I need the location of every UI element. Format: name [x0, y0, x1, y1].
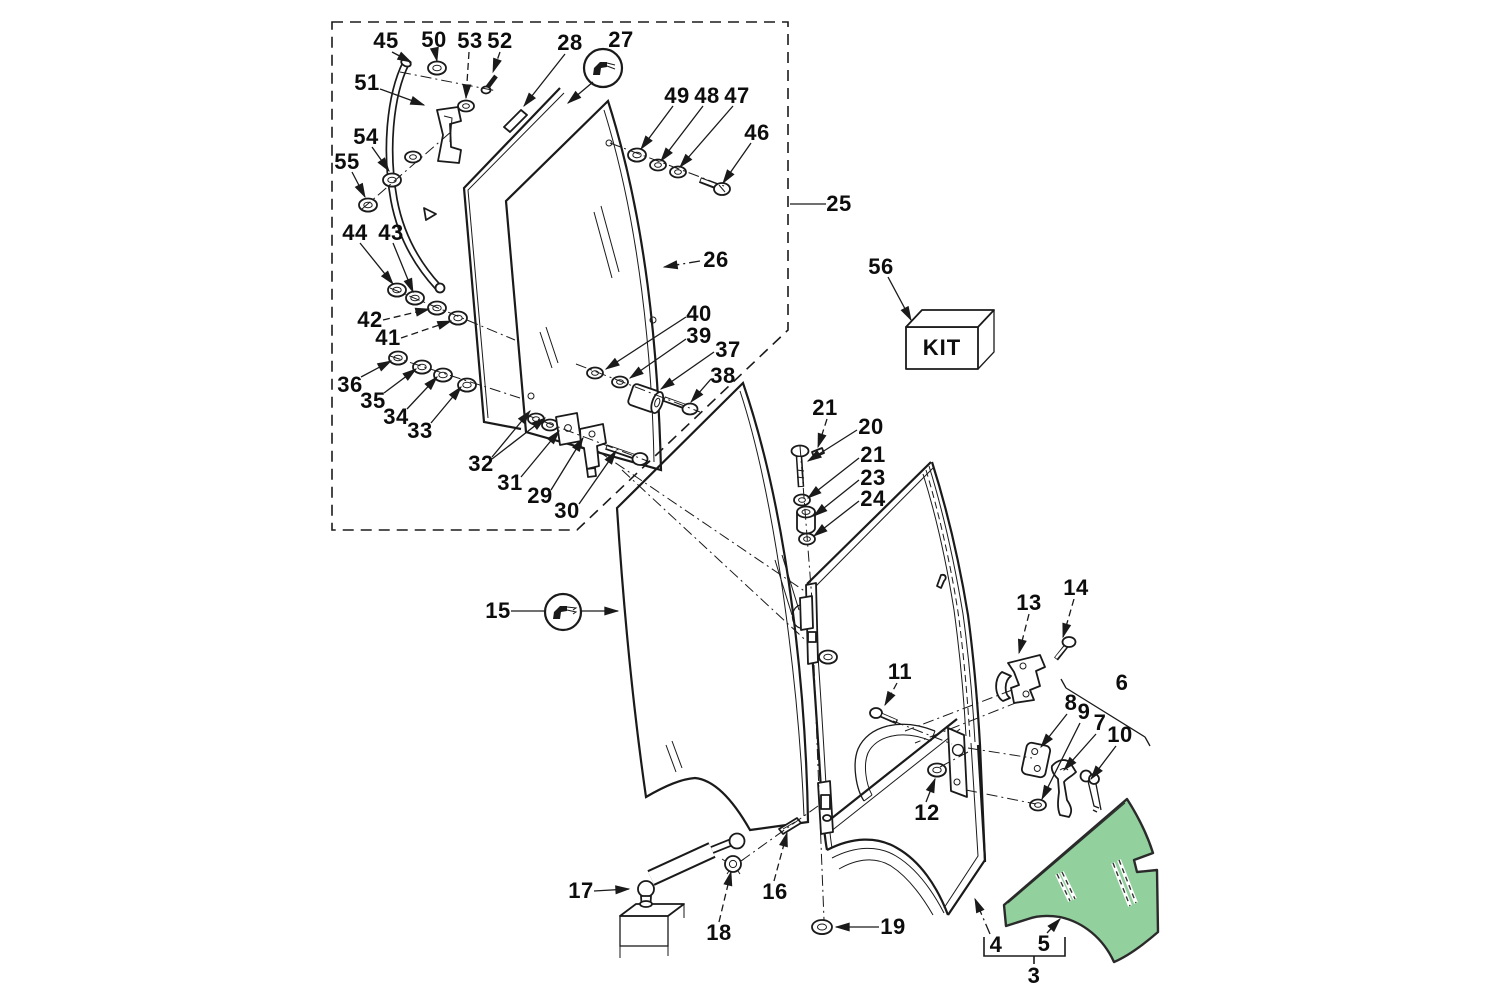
- callout-11: 11: [887, 659, 913, 684]
- callout-30: 30: [554, 498, 580, 523]
- nut-33: [458, 379, 476, 393]
- callout-16: 16: [762, 879, 788, 904]
- bushing-23: [797, 507, 815, 534]
- callout-8: 8: [1064, 690, 1078, 715]
- callout-20: 20: [858, 414, 884, 439]
- kit-box-label: KIT: [922, 335, 962, 360]
- keys-10: [1081, 771, 1102, 813]
- nut-50: [428, 62, 446, 76]
- sealant-gun-icon: [584, 49, 622, 87]
- callout-32: 32: [468, 451, 494, 476]
- callout-19: 19: [880, 914, 906, 939]
- callout-52: 52: [487, 28, 513, 53]
- callout-45: 45: [373, 28, 399, 53]
- callout-4: 4: [989, 932, 1003, 957]
- plate-31: [556, 413, 581, 445]
- callout-42: 42: [357, 307, 383, 332]
- nut-44: [388, 284, 406, 298]
- window-seal-28: [464, 88, 564, 429]
- callout-29: 29: [527, 483, 553, 508]
- callout-26: 26: [703, 247, 729, 272]
- callout-44: 44: [342, 220, 368, 245]
- nut-34: [434, 369, 452, 383]
- callout-55: 55: [334, 149, 360, 174]
- callout-56: 56: [868, 254, 894, 279]
- callout-14: 14: [1063, 575, 1089, 600]
- nut-18: [722, 856, 744, 874]
- nut-54: [383, 174, 401, 188]
- callout-6: 6: [1115, 670, 1129, 695]
- callout-9: 9: [1077, 699, 1091, 724]
- callout-39: 39: [686, 323, 712, 348]
- callout-35: 35: [360, 388, 386, 413]
- washer-32b: [542, 420, 558, 431]
- washer-9: [1030, 800, 1046, 811]
- callout-46: 46: [744, 120, 770, 145]
- callout-31: 31: [497, 470, 523, 495]
- callout-49: 49: [664, 83, 690, 108]
- spacer-37: [627, 383, 665, 415]
- leader-lines: [352, 51, 1150, 964]
- callout-12: 12: [914, 800, 940, 825]
- washer-53: [458, 101, 474, 112]
- door-handle-7: [1052, 760, 1076, 817]
- clip-washer: [405, 152, 421, 163]
- callout-23: 23: [860, 465, 886, 490]
- callout-37: 37: [715, 337, 741, 362]
- callout-41: 41: [375, 325, 401, 350]
- callout-10: 10: [1107, 722, 1133, 747]
- hinge-bolt-stack: [792, 446, 825, 921]
- clip-16: [741, 806, 818, 861]
- fender-panel-5: [1004, 799, 1158, 962]
- callout-33: 33: [407, 418, 433, 443]
- callout-54: 54: [353, 124, 379, 149]
- callout-7: 7: [1093, 710, 1107, 735]
- plate-8: [1021, 742, 1051, 778]
- handle-group: [966, 742, 1101, 817]
- corner-glass-run-51: [437, 107, 461, 163]
- screw-52: [482, 76, 497, 94]
- callout-48: 48: [694, 83, 720, 108]
- callout-53: 53: [457, 28, 483, 53]
- callout-51: 51: [354, 70, 380, 95]
- callout-43: 43: [378, 220, 404, 245]
- nut-19: [812, 920, 832, 935]
- door-glass-15: [617, 383, 808, 830]
- washer-21: [794, 495, 810, 506]
- callout-21-top: 21: [812, 395, 838, 420]
- callout-50: 50: [421, 27, 447, 52]
- callout-3: 3: [1027, 963, 1041, 988]
- bolt-38: [664, 399, 698, 415]
- washer-39: [612, 377, 628, 388]
- strut-bracket: [620, 901, 684, 958]
- callout-17: 17: [568, 878, 594, 903]
- callout-47: 47: [724, 83, 750, 108]
- callout-21-mid: 21: [860, 442, 886, 467]
- nut-42: [428, 302, 446, 316]
- callout-27: 27: [608, 27, 634, 52]
- callout-18: 18: [706, 920, 732, 945]
- callout-38: 38: [710, 363, 736, 388]
- nut-55: [359, 199, 377, 213]
- callout-34: 34: [383, 404, 409, 429]
- callout-28: 28: [557, 30, 583, 55]
- assembly-axis-lines: [362, 72, 814, 648]
- callout-25: 25: [826, 191, 852, 216]
- callout-36: 36: [337, 372, 363, 397]
- nut-35: [413, 361, 431, 375]
- callout-5: 5: [1037, 931, 1051, 956]
- callout-13: 13: [1016, 590, 1042, 615]
- callout-40: 40: [686, 301, 712, 326]
- callout-24: 24: [860, 486, 886, 511]
- sealant-gun-icon: [545, 594, 581, 630]
- fastener-nuts-washers: [359, 62, 730, 478]
- hinge-nut: [819, 651, 837, 665]
- hinge-pin-29: [580, 424, 606, 477]
- callout-15: 15: [485, 598, 511, 623]
- bolt-14: [1056, 637, 1076, 659]
